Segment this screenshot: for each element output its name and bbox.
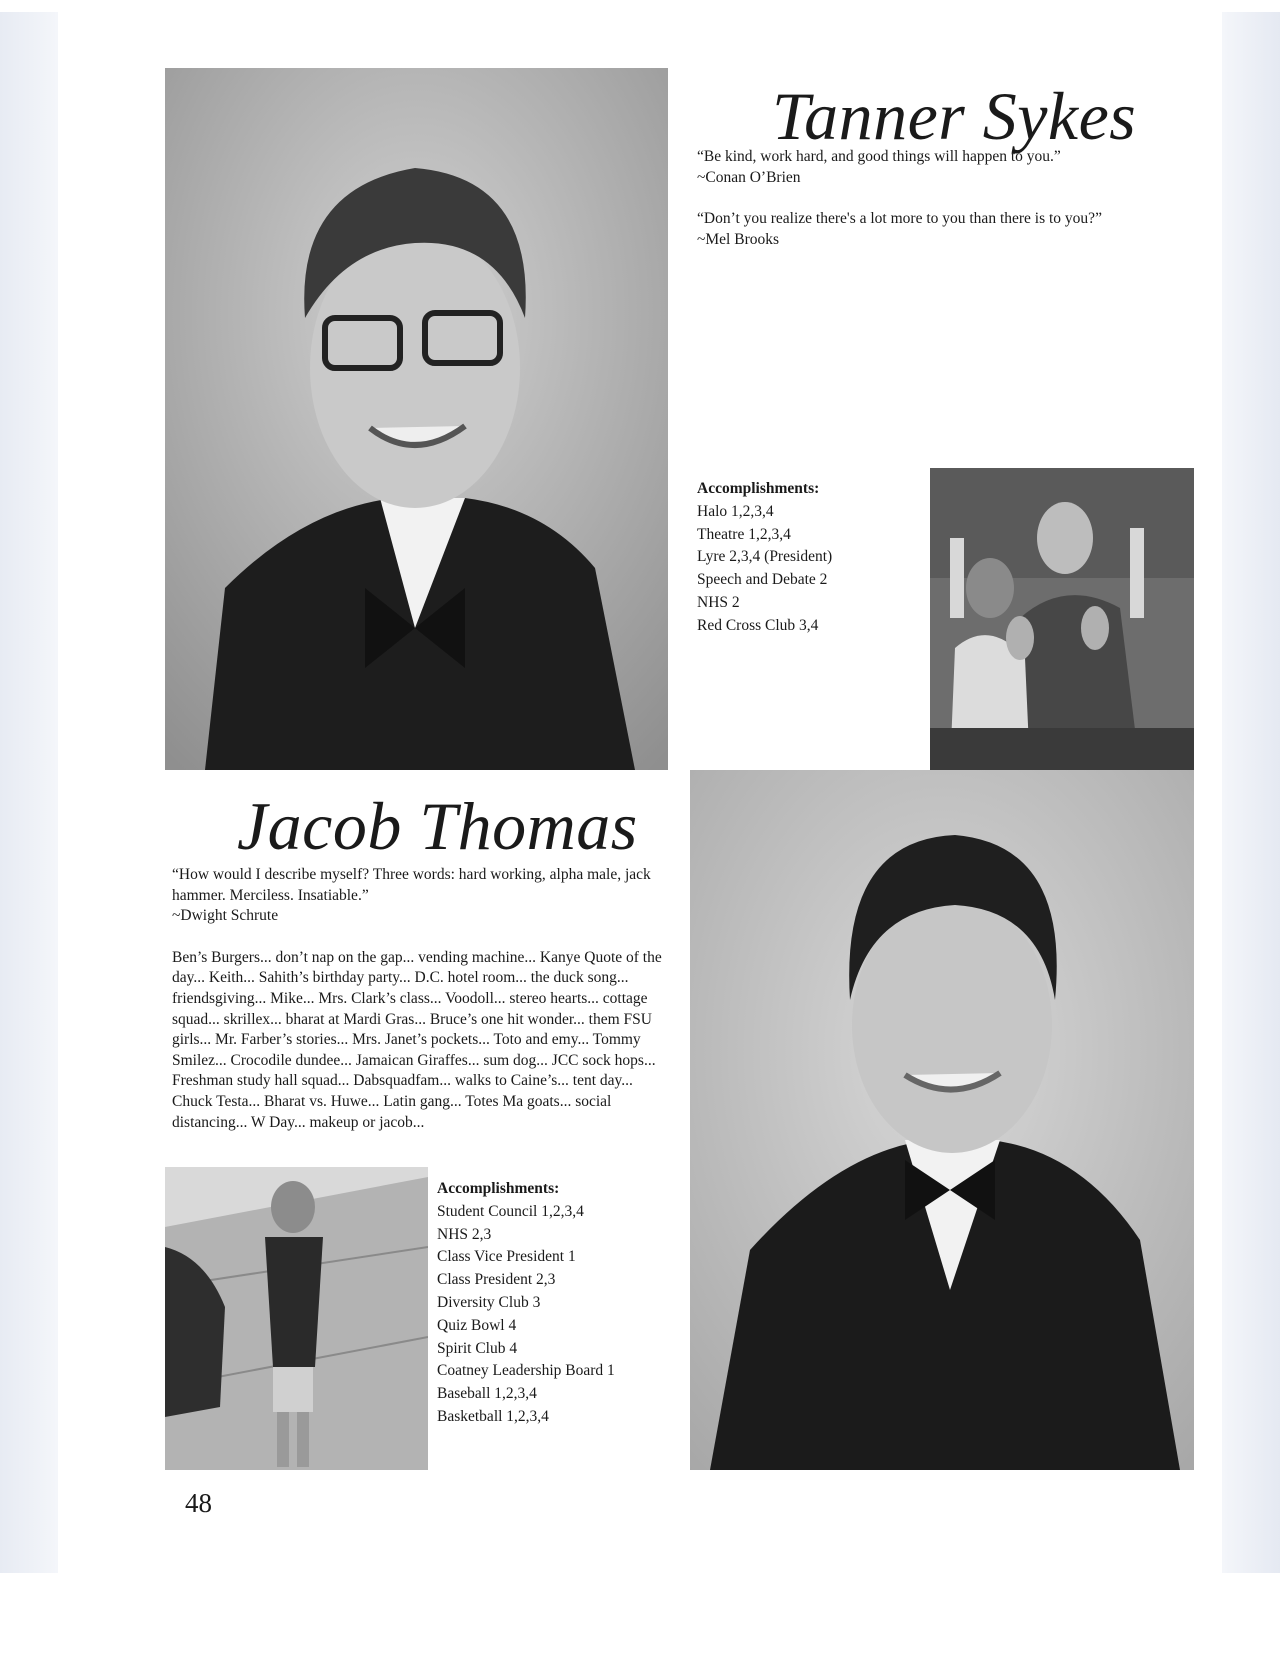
jacob-portrait-photo [690,770,1194,1470]
tanner-candid-photo [930,468,1194,770]
tanner-quote-2: “Don’t you realize there's a lot more to you than there is to you?” [697,210,1102,228]
tanner-accomplishments [697,478,917,638]
jacob-accomplishment-item: Diversity Club 3 [437,1293,541,1311]
tanner-accomplishment-item: Halo 1,2,3,4 [697,502,774,520]
jacob-accomplishment-item: Basketball 1,2,3,4 [437,1407,549,1425]
tanner-accomplishment-item: Speech and Debate 2 [697,571,828,589]
tanner-accomplishment-item: Red Cross Club 3,4 [697,616,819,634]
jacob-accomplishments [437,1178,677,1429]
tanner-name: Tanner Sykes [772,78,1137,154]
page-edge-right [1222,12,1280,1573]
jacob-accomplishment-item: Baseball 1,2,3,4 [437,1385,537,1403]
tanner-portrait-photo [165,68,668,770]
jacob-accomplishment-item: Coatney Leadership Board 1 [437,1362,615,1380]
tanner-quote-2-author: ~Mel Brooks [697,230,780,248]
jacob-accomplishment-item: NHS 2,3 [437,1225,492,1243]
jacob-accomplishment-item: Student Council 1,2,3,4 [437,1202,584,1220]
jacob-memories: Ben’s Burgers... don’t nap on the gap... vending machine... Kanye Quote of the day... Keith... Sahith’s birthday party... D.C. hotel room... the duck song... friendsgiving... Mike... Mrs. Clark’s class... Voodoll... stereo hearts... cottage squad... skrillex... bharat at Mardi Gras... Bruce’s one hit wonder... them FSU girls... Mr. Farber’s stories... Mrs. Janet’s pockets... Toto and emy... Tommy Smilez... Crocodile dundee... Jamaican Giraffes... sum dog... JCC sock hops... Freshman study hall squad... Dabsquadfam... walks to Caine’s... tent day... Chuck Testa... Bharat vs. Huwe... Latin gang... Totes Ma goats... social distancing... W Day... makeup or jacob... [172,948,662,1131]
jacob-accomplishment-item: Quiz Bowl 4 [437,1316,517,1334]
page-number: 48 [185,1488,212,1518]
tanner-quote-1: “Be kind, work hard, and good things will happen to you.” [697,148,1061,165]
jacob-quote-author: ~Dwight Schrute [172,907,279,925]
jacob-quote: “How would I describe myself? Three words: hard working, alpha male, jack hammer. Merciless. Insatiable.” [172,866,651,904]
jacob-name: Jacob Thomas [237,788,638,864]
page-edge-left [0,12,58,1573]
jacob-accomplishment-item: Class President 2,3 [437,1271,556,1289]
tanner-accomplishment-item: Theatre 1,2,3,4 [697,525,791,543]
jacob-accomplishments-heading: Accomplishments: [437,1180,560,1197]
tanner-accomplishment-item: Lyre 2,3,4 (President) [697,548,833,566]
jacob-accomplishment-item: Spirit Club 4 [437,1339,518,1357]
tanner-accomplishment-item: NHS 2 [697,593,740,611]
tanner-quotes [697,147,1137,250]
tanner-accomplishments-heading: Accomplishments: [697,480,820,497]
tanner-quote-1-author: ~Conan O’Brien [697,168,801,186]
jacob-accomplishment-item: Class Vice President 1 [437,1248,576,1266]
jacob-childhood-photo [165,1167,428,1470]
jacob-text [172,865,664,1133]
